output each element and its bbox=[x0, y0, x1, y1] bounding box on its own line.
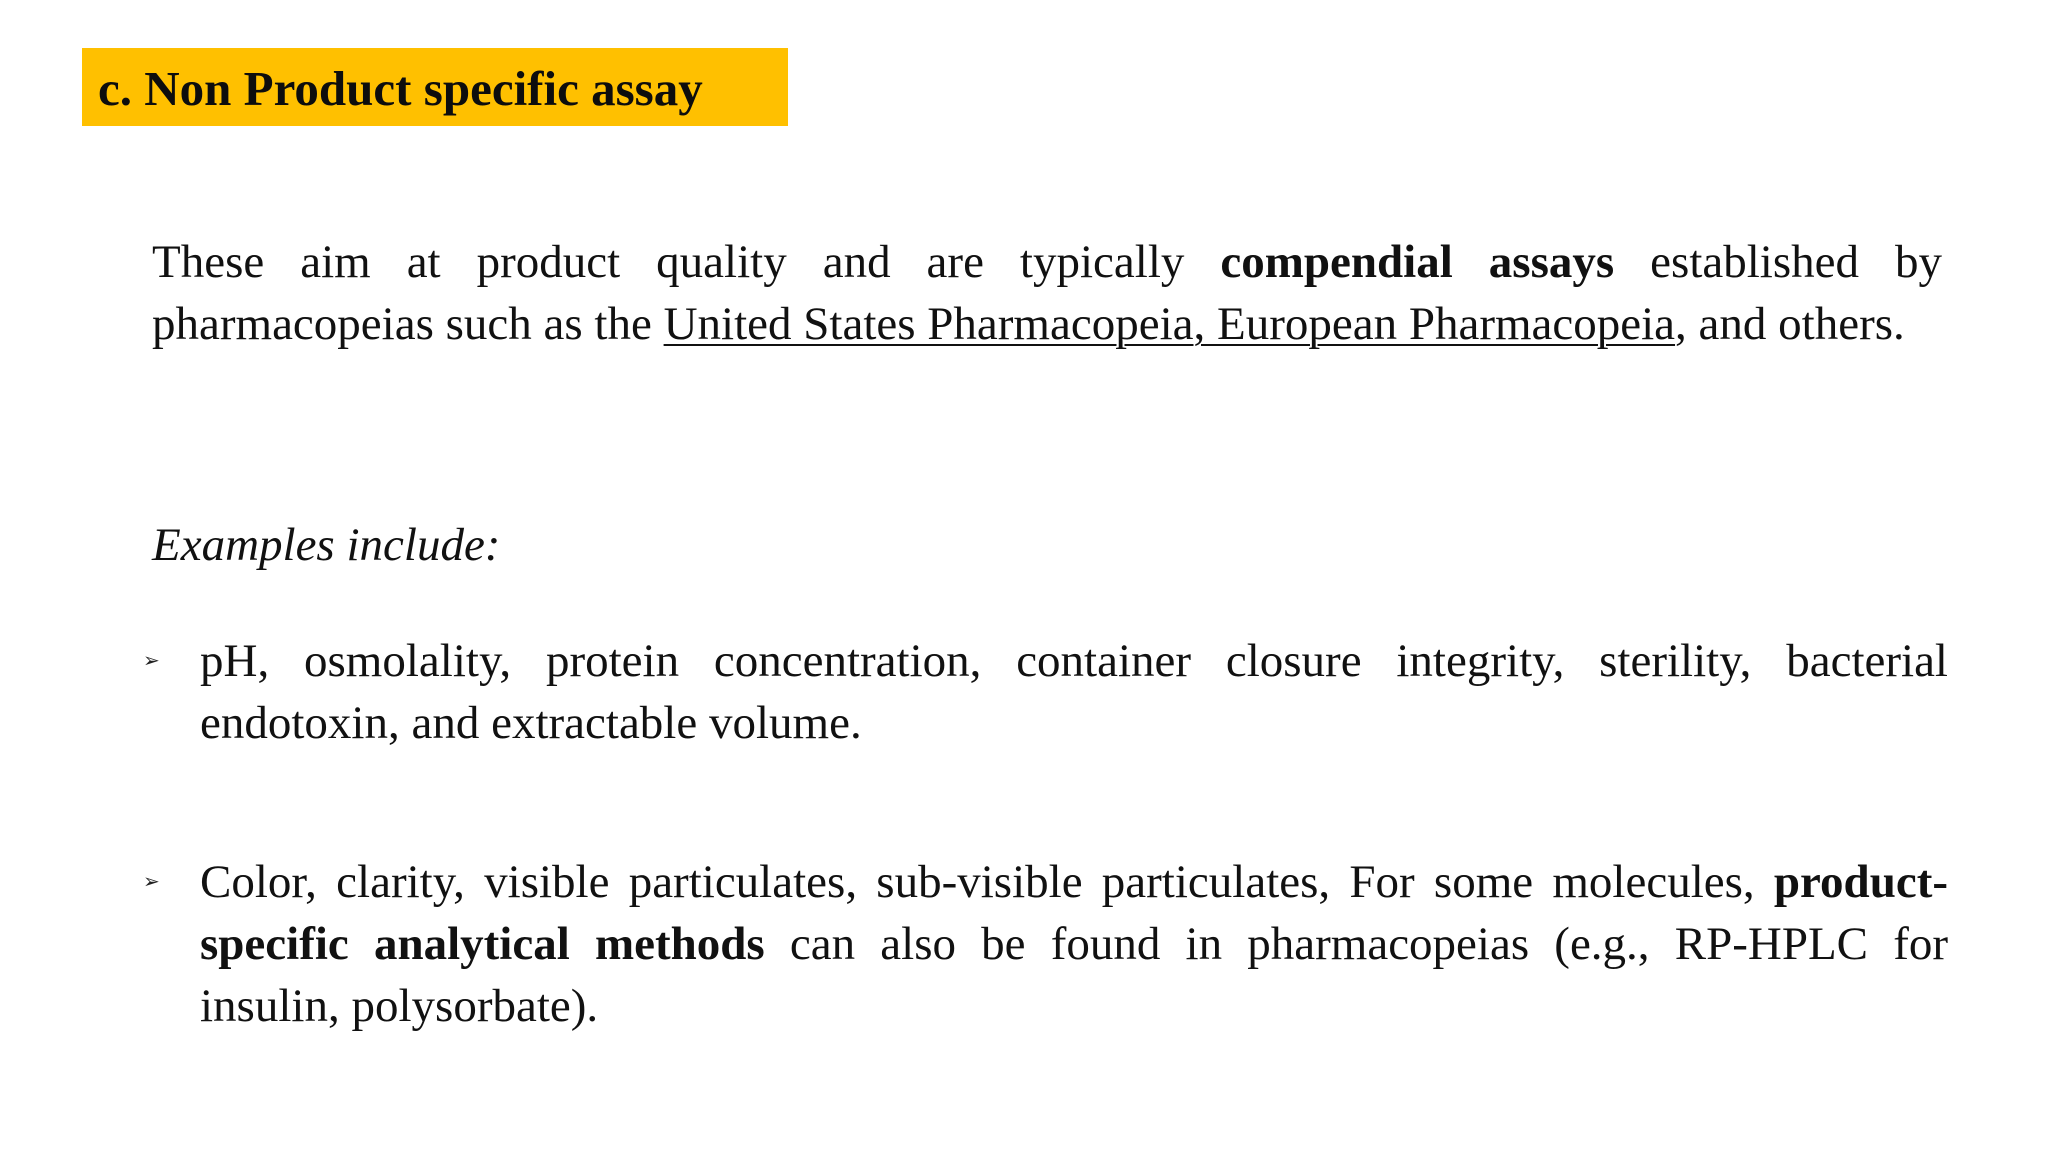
intro-underlined-sources: United States Pharmacopeia, European Pharmacopeia bbox=[663, 298, 1676, 350]
intro-paragraph bbox=[152, 231, 1942, 355]
bullet-text-1: pH, osmolality, protein concentration, container closure integrity, sterility, bacterial endotoxin, and extractable volume. bbox=[200, 635, 1948, 749]
bullet-2-bold-term: product-specific analytical methods bbox=[200, 856, 1948, 970]
examples-label: Examples include: bbox=[152, 519, 501, 571]
bullet-text-2 bbox=[200, 851, 1948, 1037]
slide-title: c. Non Product specific assay bbox=[98, 60, 703, 116]
arrowhead-bullet-icon: ➢ bbox=[143, 871, 160, 893]
title-banner bbox=[82, 48, 788, 126]
intro-text-1: These aim at product quality and are typically bbox=[152, 236, 1221, 288]
bullet-2-text-2: can also be found in pharmacopeias (e.g., RP-HPLC for insulin, polysorbate). bbox=[200, 918, 1948, 1032]
intro-text-3: , and others. bbox=[1675, 298, 1905, 350]
intro-text-2: established by pharmacopeias such as the bbox=[152, 236, 1943, 350]
arrowhead-bullet-icon: ➢ bbox=[143, 650, 160, 672]
bullet-2-text-1: Color, clarity, visible particulates, sub-visible particulates, For some molecules, bbox=[200, 856, 1774, 908]
intro-bold-term: compendial assays bbox=[1220, 236, 1615, 288]
